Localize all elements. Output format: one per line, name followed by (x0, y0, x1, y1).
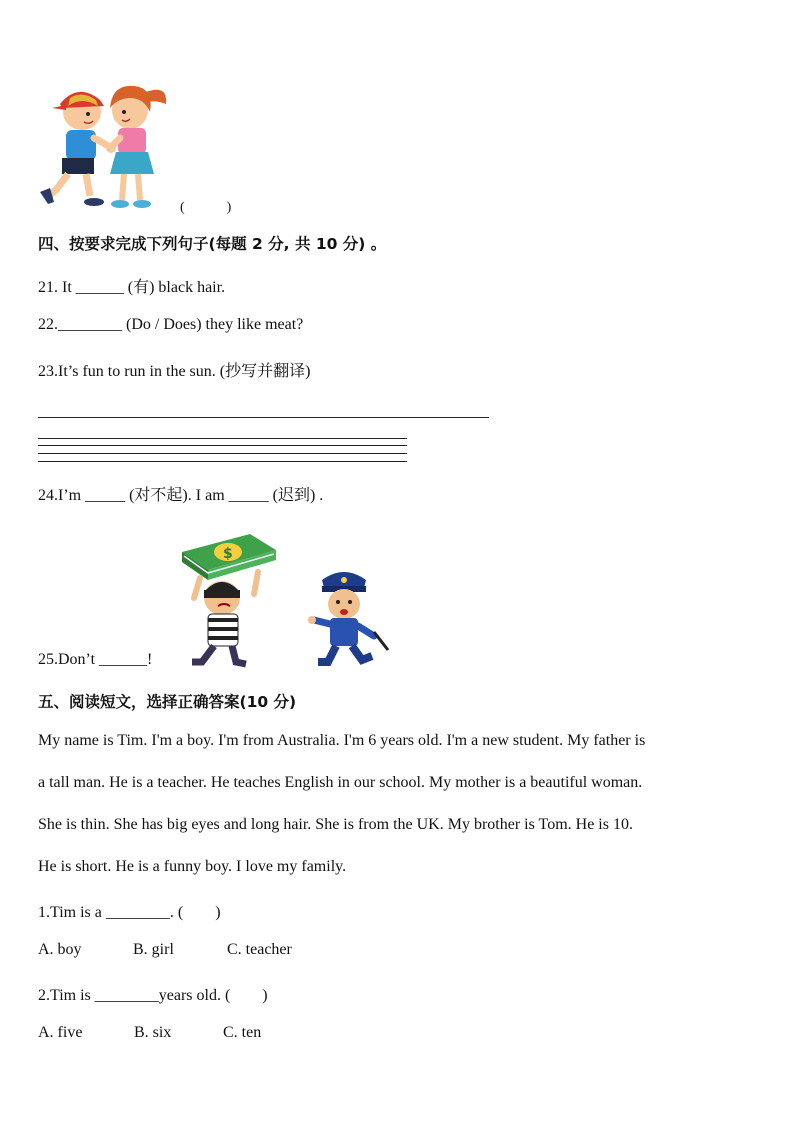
passage-line: a tall man. He is a teacher. He teaches English in our school. My mother is a beautiful woman. (38, 774, 643, 791)
writing-line (38, 445, 407, 446)
writing-line (38, 453, 407, 454)
question-21: 21. It ______ (有) black hair. (38, 279, 226, 296)
option-a[interactable]: A. boy (38, 941, 82, 958)
question-23: 23.It’s fun to run in the sun. (抄写并翻译) (38, 363, 311, 380)
question-22: 22.________ (Do / Does) they like meat? (38, 316, 304, 333)
passage-line: My name is Tim. I'm a boy. I'm from Australia. I'm 6 years old. I'm a new student. My father is (38, 732, 646, 749)
passage-line: She is thin. She has big eyes and long hair. She is from the UK. My brother is Tom. He is 10. (38, 816, 633, 833)
option-a[interactable]: A. five (38, 1024, 83, 1041)
kids-handshake-image (38, 78, 178, 214)
reading-options-2 (38, 1024, 261, 1042)
question-24: 24.I’m _____ (对不起). I am _____ (迟到) . (38, 487, 324, 504)
writing-line (38, 461, 407, 462)
reading-question-2: 2.Tim is ________years old. ( ) (38, 987, 268, 1004)
answer-bracket: ( ) (180, 200, 232, 215)
option-b[interactable]: B. girl (133, 941, 174, 958)
passage-line: He is short. He is a funny boy. I love my family. (38, 858, 347, 875)
thief-police-image (178, 528, 393, 670)
reading-options-1 (38, 941, 292, 959)
option-b[interactable]: B. six (134, 1024, 172, 1041)
option-c[interactable]: C. teacher (227, 941, 292, 958)
answer-line (38, 417, 489, 418)
section5-heading: 五、阅读短文，选择正确答案(10 分) (38, 693, 297, 711)
reading-question-1: 1.Tim is a ________. ( ) (38, 904, 221, 921)
option-c[interactable]: C. ten (223, 1024, 262, 1041)
svg-text:$: $ (223, 546, 233, 562)
question-25: 25.Don’t ______! (38, 651, 153, 668)
writing-line (38, 438, 407, 439)
section4-heading: 四、按要求完成下列句子(每题 2 分, 共 10 分) 。 (38, 235, 387, 253)
